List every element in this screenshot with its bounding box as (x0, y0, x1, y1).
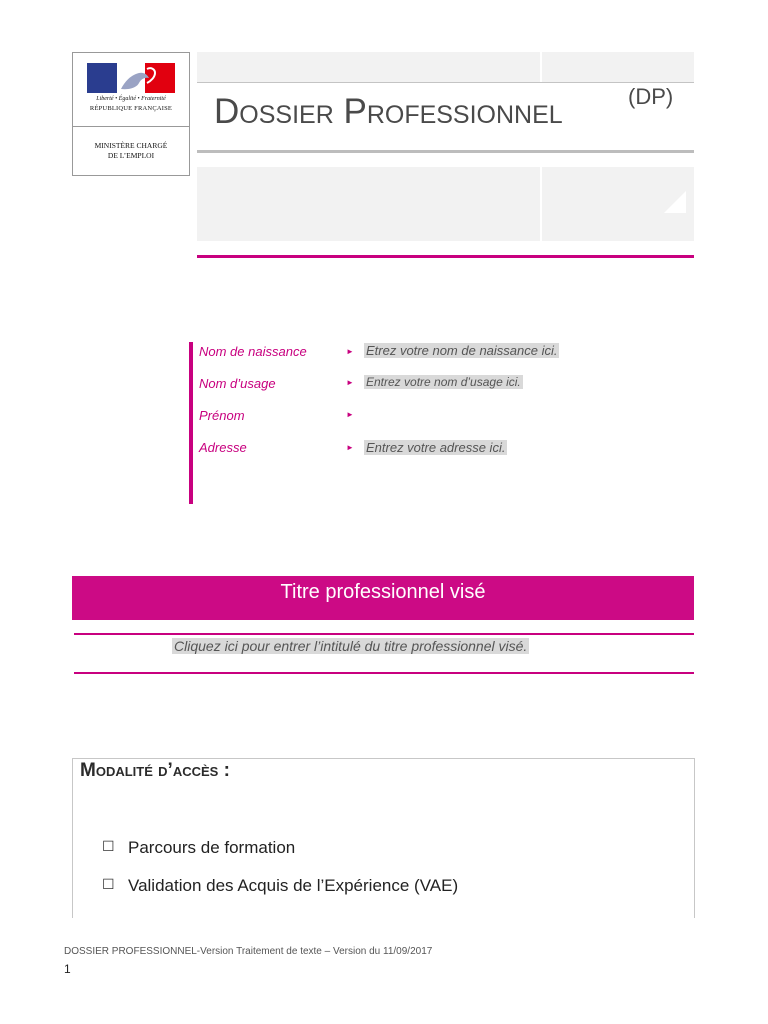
input-titre-professionnel[interactable]: Cliquez ici pour entrer l’intitulé du titre professionnel visé. (174, 638, 528, 654)
page-number: 1 (64, 962, 71, 976)
label-nom-naissance: Nom de naissance (199, 344, 307, 359)
header-accent-rule (197, 255, 694, 258)
option-parcours-formation: Parcours de formation (128, 838, 296, 857)
titre-heading: Titre professionnel visé (72, 576, 694, 620)
arrow-icon: ► (346, 378, 354, 387)
identity-accent-bar (189, 342, 193, 504)
arrow-icon: ► (346, 410, 354, 419)
titre-rule-top (74, 633, 694, 635)
checkbox-vae[interactable]: ☐ (102, 876, 115, 892)
input-nom-usage[interactable]: Entrez votre nom d’usage ici. (366, 375, 521, 389)
header-divider-bottom (197, 150, 694, 153)
header-band-top (197, 52, 694, 82)
header-band-middle (197, 167, 694, 241)
ministere-line2: DE L’EMPLOI (107, 151, 155, 160)
checkbox-parcours-formation[interactable]: ☐ (102, 838, 115, 854)
ministere-line1: MINISTÈRE CHARGÉ (94, 141, 168, 150)
input-adresse[interactable]: Entrez votre adresse ici. (366, 440, 506, 455)
document-title: Dossier Professionnel (214, 92, 563, 131)
document-title-suffix: (DP) (628, 84, 674, 109)
footer-text: DOSSIER PROFESSIONNEL-Version Traitement de texte – Version du 11/09/2017 (64, 946, 433, 957)
arrow-icon: ► (346, 443, 354, 452)
label-nom-usage: Nom d’usage (199, 376, 276, 391)
ministere-text (73, 141, 189, 161)
marianne-flag-icon (87, 63, 175, 93)
label-adresse: Adresse (199, 440, 247, 455)
modalite-heading: Modalité d’accès : (80, 760, 230, 781)
titre-rule-bottom (74, 672, 694, 674)
arrow-icon: ► (346, 347, 354, 356)
ministry-logo (72, 52, 190, 176)
label-prenom: Prénom (199, 408, 245, 423)
republique-text: RÉPUBLIQUE FRANÇAISE (89, 105, 173, 112)
corner-triangle-icon (664, 191, 686, 213)
input-nom-naissance[interactable]: Etrez votre nom de naissance ici. (366, 343, 558, 358)
header-divider-top (197, 82, 694, 83)
marianne-block (73, 53, 189, 127)
devise-text: Liberté • Égalité • Fraternité (96, 96, 166, 102)
option-vae: Validation des Acquis de l’Expérience (VAE) (128, 876, 459, 895)
